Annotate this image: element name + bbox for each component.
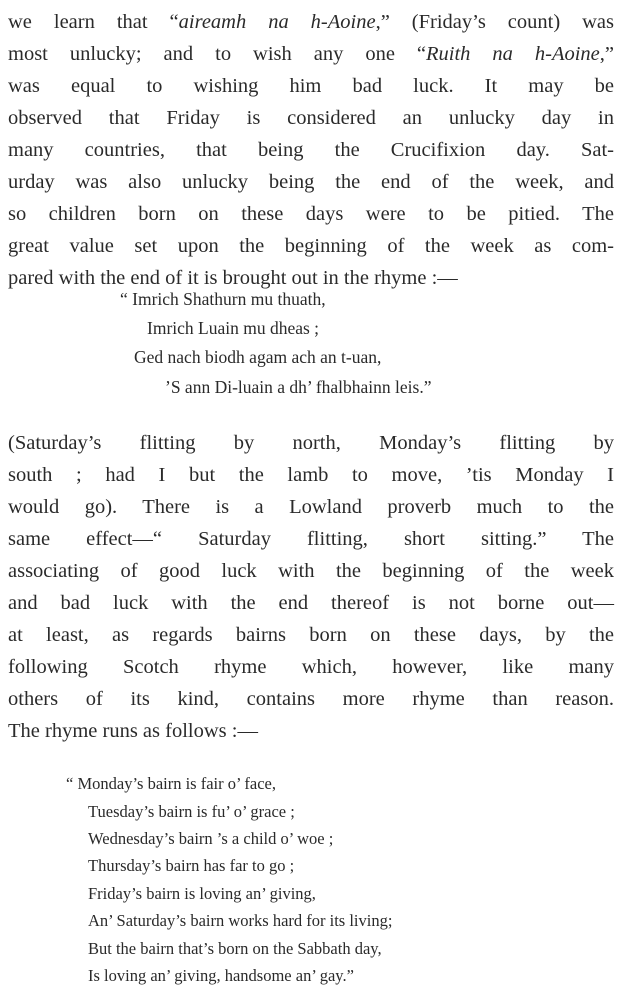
poem-line: Is loving an’ giving, handsome an’ gay.” — [88, 966, 354, 985]
text-line: many countries, that being the Crucifixion day. Sat- — [8, 139, 614, 161]
text-line: urday was also unlucky being the end of the week, and — [8, 171, 614, 193]
text-line: others of its kind, contains more rhyme than reason. — [8, 688, 614, 710]
text-line: (Saturday’s flitting by north, Monday’s flitting by — [8, 432, 614, 454]
poem-line: But the bairn that’s born on the Sabbath day, — [88, 939, 382, 958]
poem-line: Friday’s bairn is loving an’ giving, — [88, 884, 316, 903]
poem-line: “ Imrich Shathurn mu thuath, — [120, 289, 326, 309]
text-line: so children born on these days were to be pitied. The — [8, 203, 614, 225]
text-line: south ; had I but the lamb to move, ’tis Monday I — [8, 464, 614, 486]
text-line: we learn that “aireamh na h-Aoine,” (Friday’s count) was — [8, 11, 615, 33]
poem-line: ’S ann Di-luain a dh’ fhalbhainn leis.” — [165, 377, 432, 397]
text-line: most unlucky; and to wish any one “Ruith na h-Aoine,” — [8, 43, 614, 65]
poem-line: An’ Saturday’s bairn works hard for its living; — [88, 911, 393, 930]
text-line: The rhyme runs as follows :— — [8, 720, 258, 742]
text-line: same effect—“ Saturday flitting, short sitting.” The — [8, 528, 614, 550]
text-line: observed that Friday is considered an unlucky day in — [8, 107, 614, 129]
text-line: following Scotch rhyme which, however, like many — [8, 656, 614, 678]
poem-line: Wednesday’s bairn ’s a child o’ woe ; — [88, 829, 334, 848]
text-line: would go). There is a Lowland proverb much to the — [8, 496, 614, 518]
poem-line: Ged nach biodh agam ach an t-uan, — [134, 347, 382, 367]
text-line: pared with the end of it is brought out in the rhyme :— — [8, 267, 458, 289]
text-line: was equal to wishing him bad luck. It may be — [8, 75, 614, 97]
poem-line: “ Monday’s bairn is fair o’ face, — [66, 774, 276, 793]
poem-line: Imrich Luain mu dheas ; — [147, 318, 320, 338]
text-line: and bad luck with the end thereof is not borne out— — [8, 592, 614, 614]
text-line: associating of good luck with the beginning of the week — [8, 560, 614, 582]
text-line: at least, as regards bairns born on these days, by the — [8, 624, 614, 646]
poem-line: Thursday’s bairn has far to go ; — [88, 856, 295, 875]
text-line: great value set upon the beginning of the week as com- — [8, 235, 614, 257]
poem-line: Tuesday’s bairn is fu’ o’ grace ; — [88, 802, 295, 821]
